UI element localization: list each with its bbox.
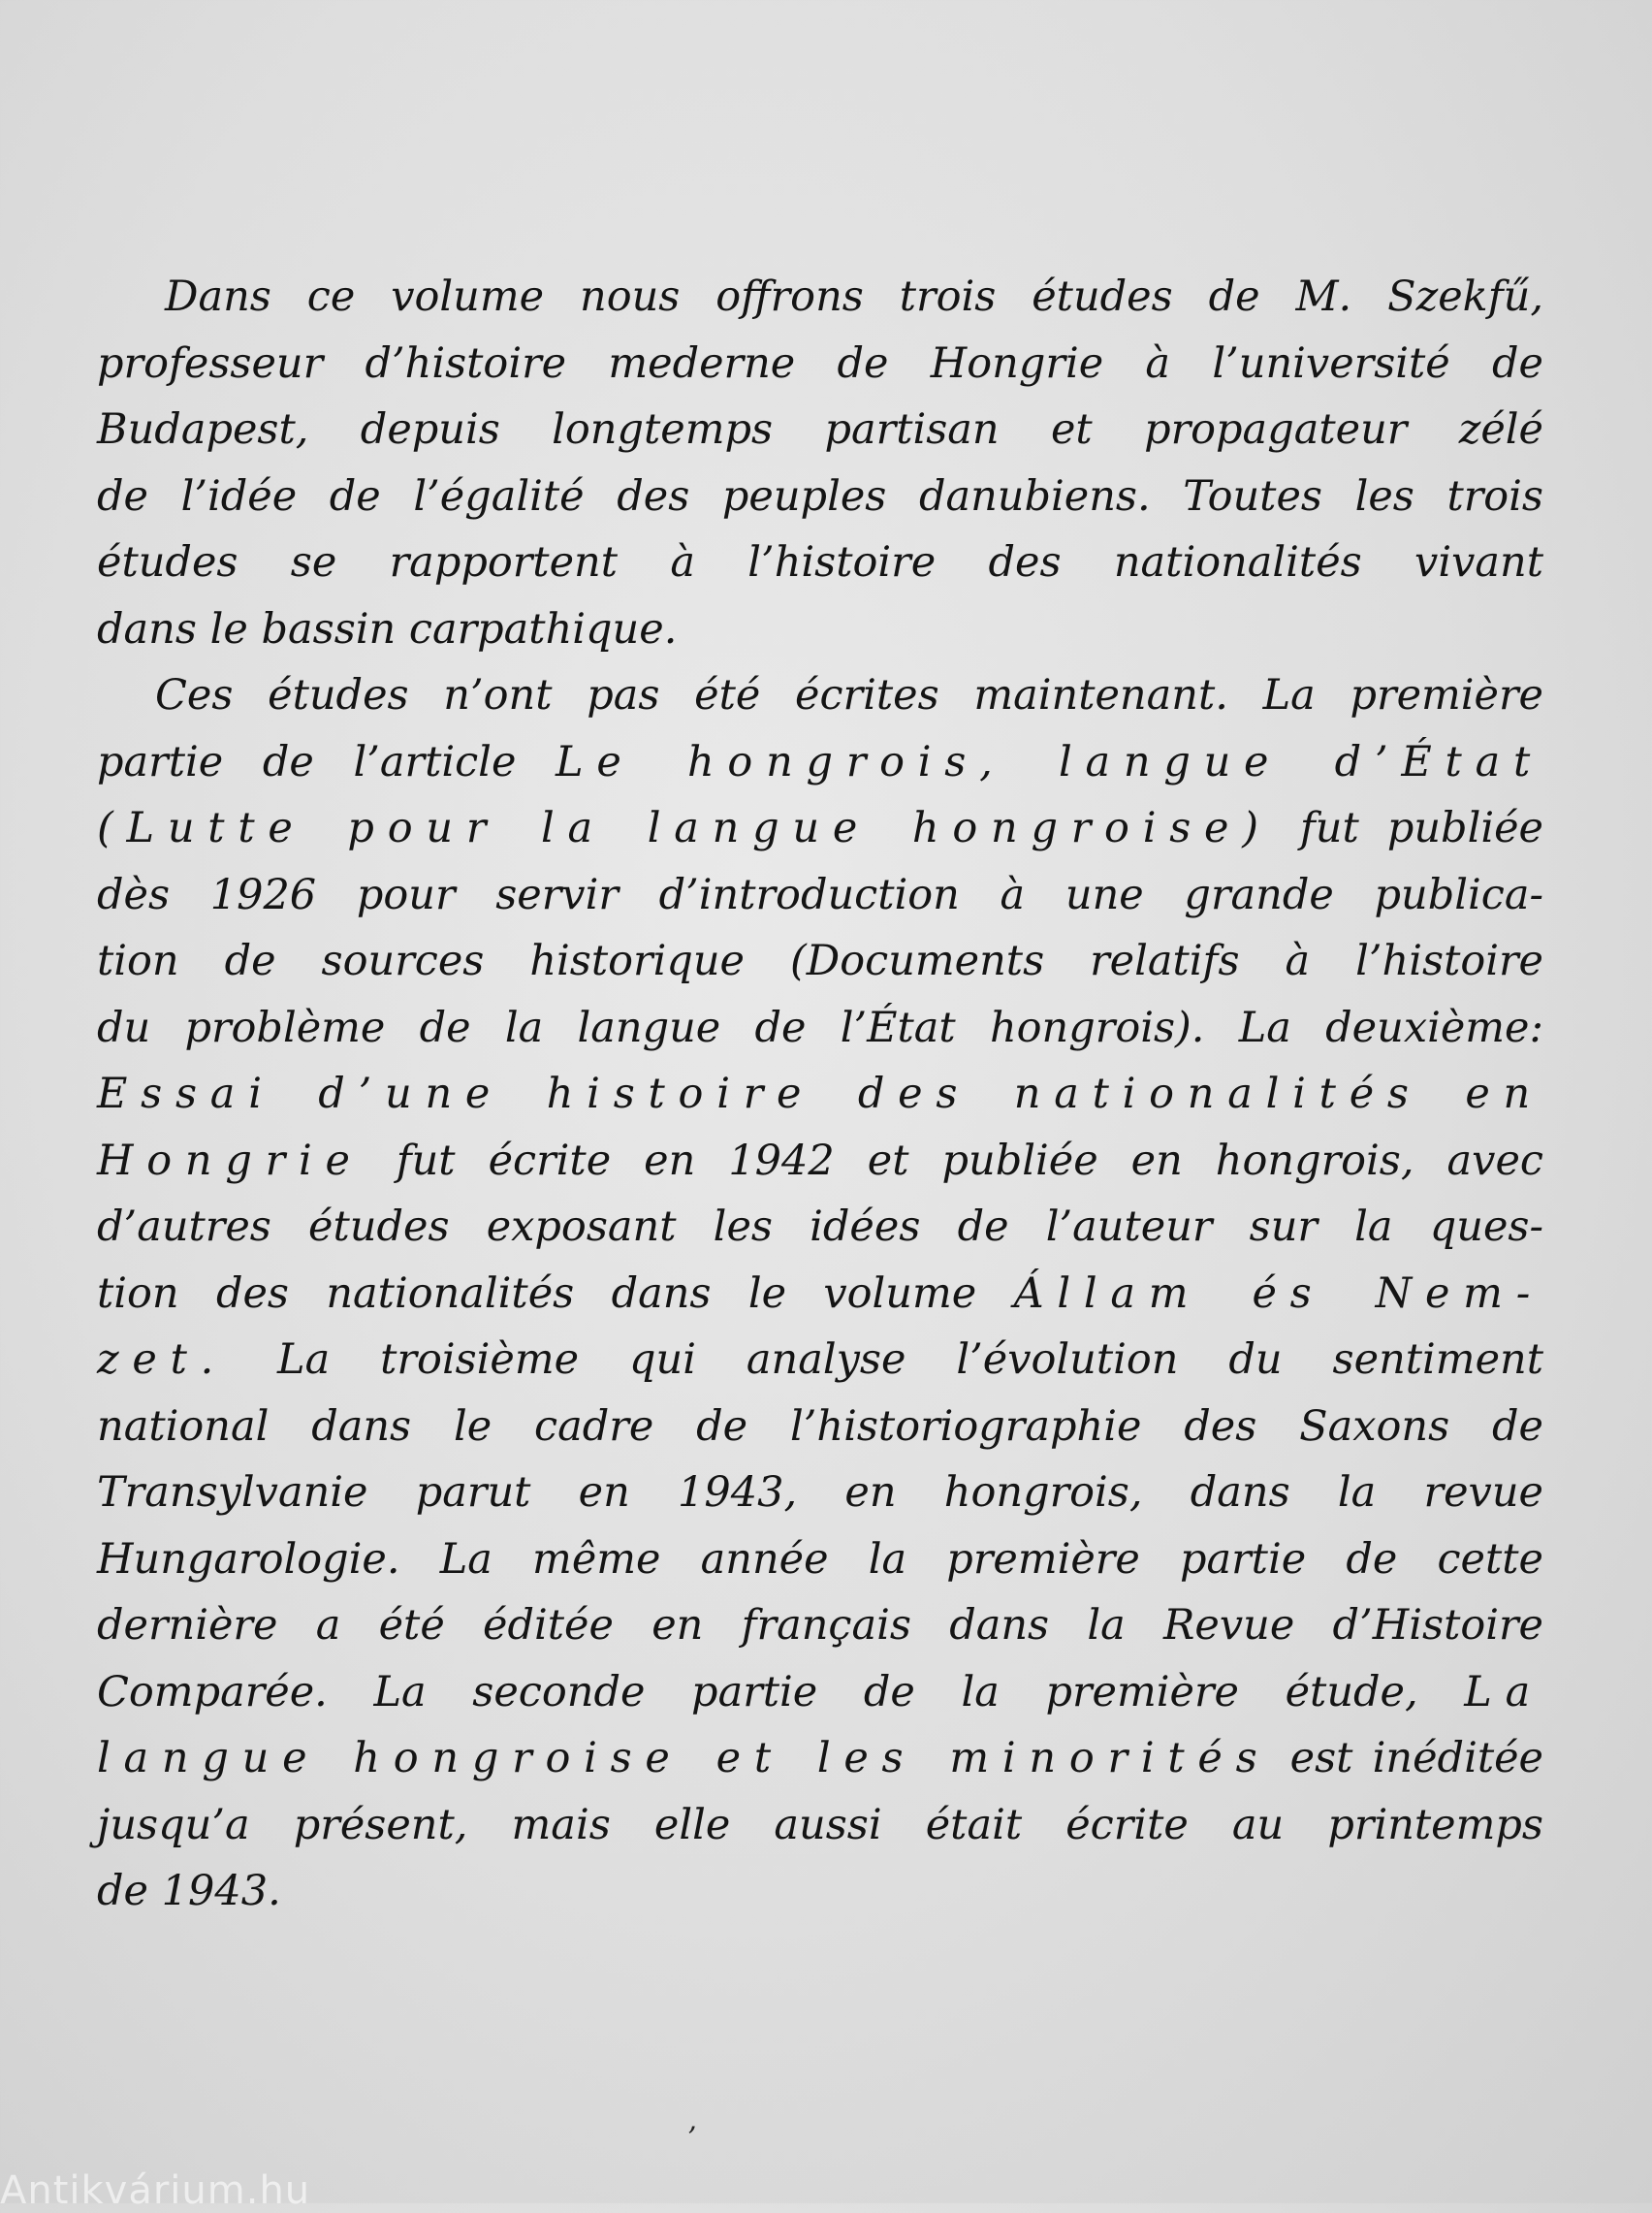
text-segment: fut publiée	[1271, 804, 1543, 852]
spaced-title: La	[1464, 1667, 1543, 1716]
text-line: Transylvanie parut en 1943, en hongrois, dans la revue	[97, 1468, 1543, 1517]
text-line	[97, 729, 1543, 796]
text-line: dès 1926 pour servir d’introduction à une grande publica-	[97, 870, 1543, 919]
text-line: tion de sources historique (Documents relatifs à l’histoire	[97, 937, 1543, 985]
spaced-title: Le hongrois, langue d’État	[556, 737, 1544, 786]
text-segment: Comparée. La seconde partie de la première étude,	[97, 1667, 1465, 1716]
text-line	[97, 1061, 1543, 1128]
text-line: Ces études n’ont pas été écrites maintenant. La première	[155, 671, 1543, 720]
text-segment: partie de l’article	[97, 737, 556, 786]
text-line: études se rapportent à l’histoire des nationalités vivant	[97, 538, 1543, 587]
spaced-title: Hongrie	[97, 1136, 364, 1185]
text-segment: est inéditée	[1270, 1734, 1543, 1782]
text-line	[97, 1327, 1543, 1394]
spaced-title: Essai d’une histoire des nationalités en	[97, 1070, 1543, 1118]
spaced-title: langue hongroise et les minorités	[97, 1734, 1271, 1782]
text-line: Dans ce volume nous offrons trois études de M. Szekfű,	[165, 273, 1543, 321]
text-segment: La troisième qui analyse l’évolution du sentiment	[227, 1335, 1543, 1384]
text-line: Budapest, depuis longtemps partisan et propagateur zélé	[97, 405, 1543, 454]
text-line: jusqu’a présent, mais elle aussi était écrite au printemps	[97, 1800, 1543, 1849]
text-line: d’autres études exposant les idées de l’auteur sur la ques-	[97, 1203, 1543, 1251]
text-line: de 1943.	[97, 1867, 281, 1915]
spaced-title: (Lutte pour la langue hongroise)	[97, 804, 1272, 852]
text-line: dernière a été éditée en français dans la Revue d’Histoire	[97, 1601, 1543, 1650]
text-line	[97, 1261, 1543, 1328]
text-line: national dans le cadre de l’historiographie des Saxons de	[97, 1401, 1543, 1451]
text-line: professeur d’histoire mederne de Hongrie à l’université de	[97, 338, 1543, 388]
text-segment: fut écrite en 1942 et publiée en hongrois, avec	[363, 1136, 1543, 1185]
text-line	[97, 1725, 1543, 1792]
text-line	[97, 795, 1543, 862]
text-line	[97, 1659, 1543, 1726]
body-text	[97, 264, 1543, 1925]
text-line: de l’idée de l’égalité des peuples danubiens. Toutes les trois	[97, 471, 1543, 521]
spaced-title: zet.	[97, 1335, 228, 1384]
text-line: du problème de la langue de l’État hongrois). La deuxième:	[97, 1003, 1543, 1052]
text-line: dans le bassin carpathique.	[97, 604, 678, 654]
spaced-title: Állam és Nem-	[1013, 1268, 1544, 1318]
text-segment: tion des nationalités dans le volume	[97, 1268, 1014, 1318]
text-line: Hungarologie. La même année la première partie de cette	[97, 1534, 1543, 1584]
page-mark: ʼ	[686, 2122, 696, 2156]
watermark: Antikvárium.hu	[0, 2168, 311, 2213]
text-line	[97, 1128, 1543, 1195]
